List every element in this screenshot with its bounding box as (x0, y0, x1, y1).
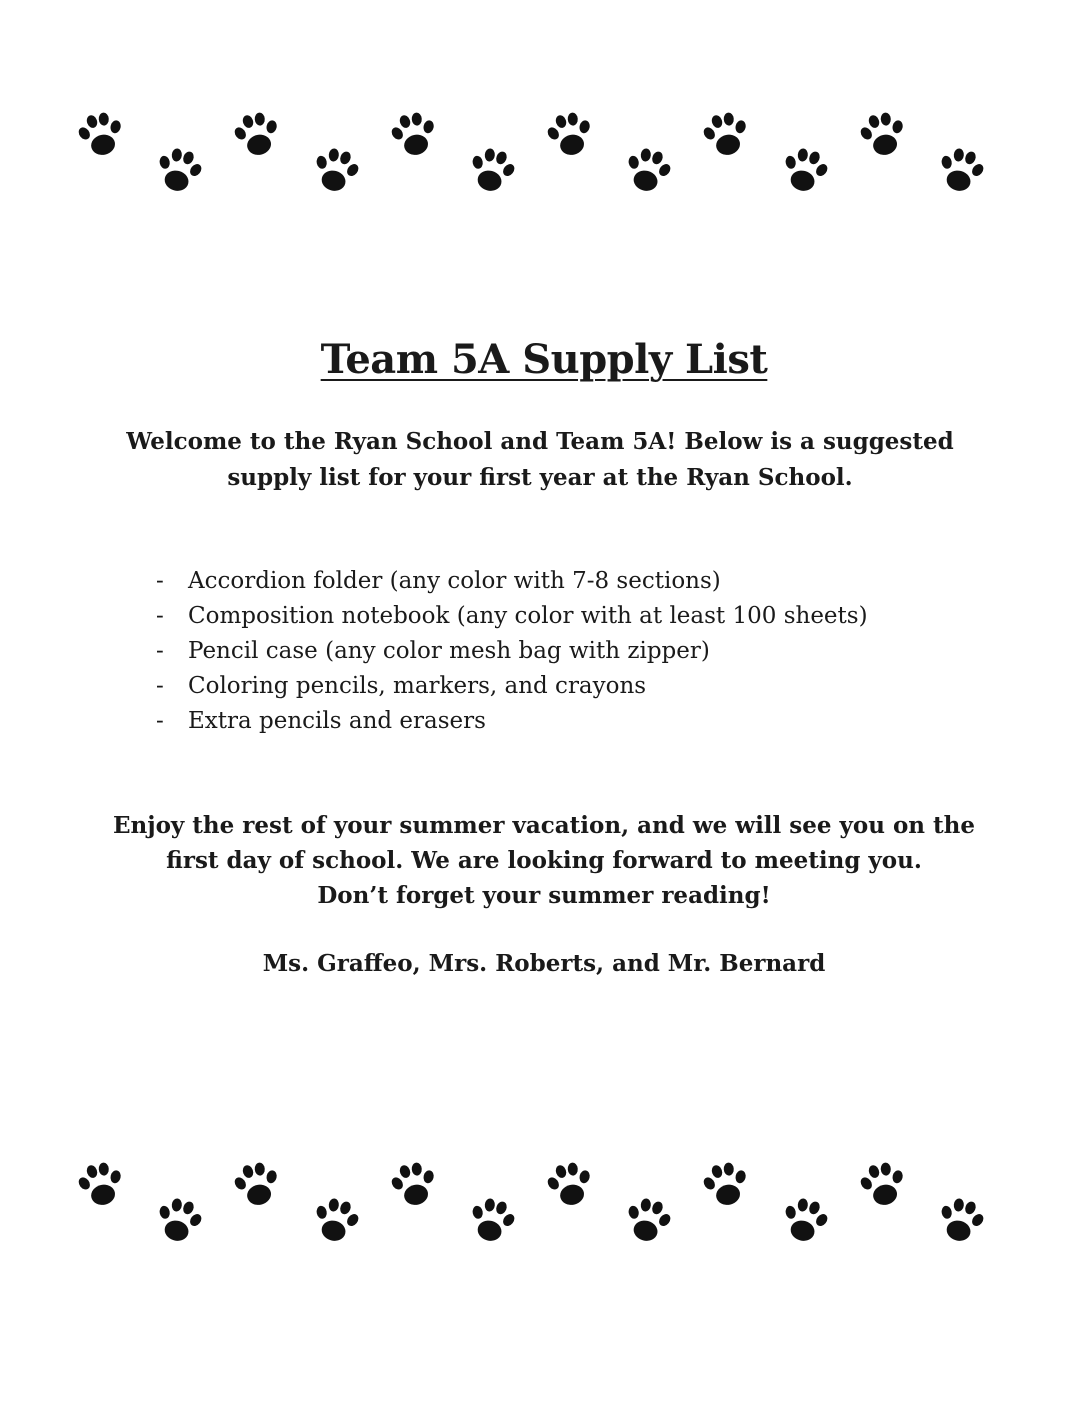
teacher-signature: Ms. Graffeo, Mrs. Roberts, and Mr. Bernard (262, 950, 826, 977)
paw-print-icon (232, 1158, 282, 1212)
supply-list-item (156, 564, 976, 599)
paw-print-icon (780, 1194, 830, 1248)
paw-print-icon (858, 1158, 908, 1212)
paw-print-border-bottom (0, 1150, 1088, 1270)
page-title: Team 5A Supply List (320, 336, 768, 383)
paw-print-icon (76, 1158, 126, 1212)
closing-line: Enjoy the rest of your summer vacation, and we will see you on the (113, 812, 975, 839)
supply-item-text: Pencil case (any color mesh bag with zipper) (188, 638, 710, 664)
list-dash-marker: - (156, 638, 164, 664)
paw-print-icon (311, 1194, 361, 1248)
supply-item-text: Extra pencils and erasers (188, 708, 486, 734)
paw-print-icon (858, 108, 908, 162)
closing-line: first day of school. We are looking forward to meeting you. (166, 847, 922, 874)
paw-print-icon (701, 1158, 751, 1212)
supply-list-item (156, 599, 976, 634)
supply-item-text: Coloring pencils, markers, and crayons (188, 673, 647, 699)
paw-print-icon (76, 108, 126, 162)
paw-print-icon (780, 144, 830, 198)
paw-print-icon (467, 144, 517, 198)
supply-list (156, 564, 976, 739)
paw-print-icon (232, 108, 282, 162)
list-dash-marker: - (156, 568, 164, 594)
paw-print-icon (623, 144, 673, 198)
closing-line: Don’t forget your summer reading! (317, 882, 771, 909)
list-dash-marker: - (156, 708, 164, 734)
closing-paragraph (80, 808, 1008, 913)
paw-print-icon (311, 144, 361, 198)
paw-print-icon (154, 144, 204, 198)
supply-item-text: Composition notebook (any color with at least 100 sheets) (188, 603, 868, 629)
list-dash-marker: - (156, 603, 164, 629)
paw-print-icon (389, 1158, 439, 1212)
supply-list-item (156, 669, 976, 704)
paw-print-icon (623, 1194, 673, 1248)
paw-print-icon (936, 1194, 986, 1248)
paw-print-border-top (0, 100, 1088, 220)
supply-list-item (156, 634, 976, 669)
paw-print-icon (936, 144, 986, 198)
paw-print-icon (545, 108, 595, 162)
paw-print-icon (467, 1194, 517, 1248)
paw-print-icon (545, 1158, 595, 1212)
supply-item-text: Accordion folder (any color with 7-8 sections) (188, 568, 721, 594)
paw-print-icon (154, 1194, 204, 1248)
paw-print-icon (701, 108, 751, 162)
list-dash-marker: - (156, 673, 164, 699)
paw-print-icon (389, 108, 439, 162)
supply-list-item (156, 704, 976, 739)
intro-paragraph: Welcome to the Ryan School and Team 5A! Below is a suggested supply list for your first year at the Ryan School. (126, 428, 954, 491)
